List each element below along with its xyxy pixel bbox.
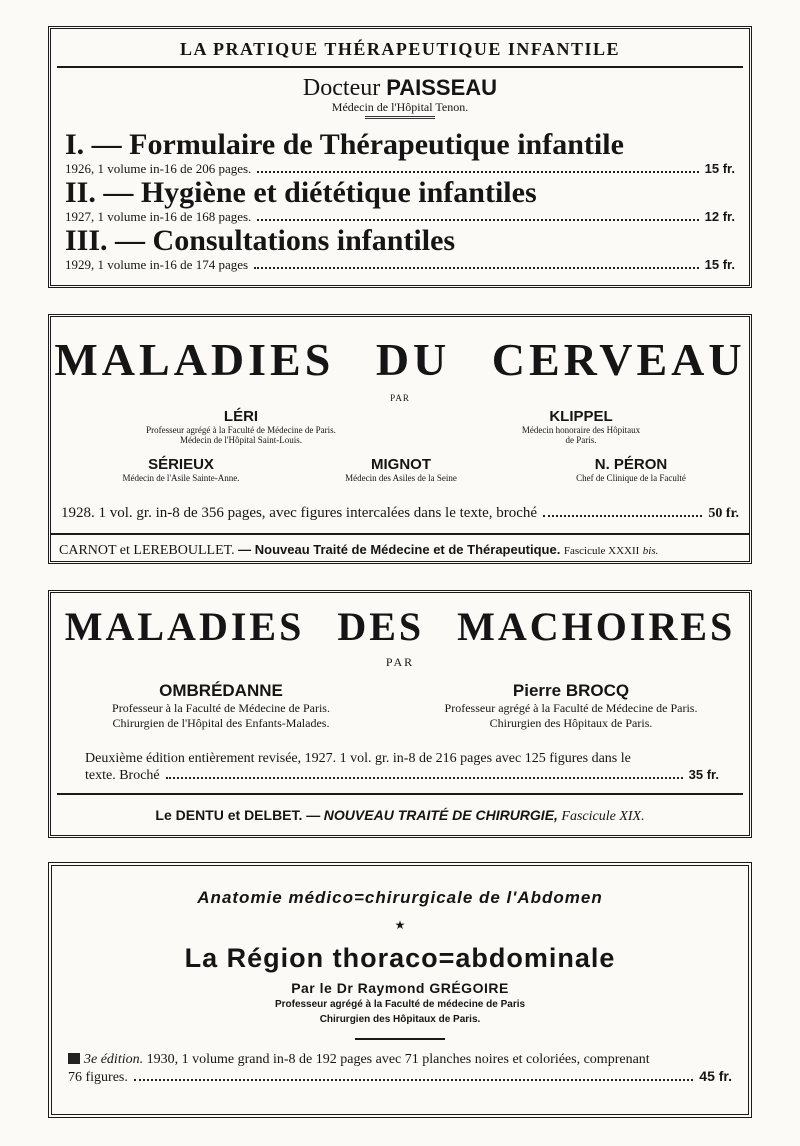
edition-text: 1930, 1 volume grand in-8 de 192 pages avec 71 planches noires et coloriées, comprenant — [146, 1052, 650, 1067]
volume-details — [65, 209, 735, 225]
author-affiliation: Professeur agrégé à la Faculté de Médecine de Paris. — [444, 701, 698, 715]
author-block — [71, 681, 371, 731]
series-title: NOUVEAU TRAITÉ DE CHIRURGIE, — [323, 807, 558, 823]
series-bis: bis. — [642, 545, 659, 557]
ad-title: LA PRATIQUE THÉRAPEUTIQUE INFANTILE — [57, 39, 743, 68]
leader-dots — [254, 267, 699, 269]
price: 50 fr. — [708, 506, 739, 521]
author-byline: Par le Dr Raymond GRÉGOIRE — [291, 980, 509, 996]
author-affiliation: Professeur agrégé à la Faculté de Médecine de Paris. — [146, 425, 336, 435]
edition-text: texte. Broché — [85, 768, 160, 783]
maladies-cerveau-ad — [48, 314, 752, 564]
edition-line — [61, 505, 739, 522]
pratique-therapeutique-ad — [48, 26, 752, 288]
volume-price: 12 fr. — [704, 209, 735, 224]
author-affiliation: Chirurgien des Hôpitaux de Paris. — [319, 1014, 481, 1025]
author-name: OMBRÉDANNE — [159, 681, 283, 700]
author-line — [51, 76, 749, 100]
edition-price-line — [85, 767, 719, 784]
author-affiliation: Professeur agrégé à la Faculté de médecine de Paris — [274, 999, 526, 1010]
edition-label: 3e édition. — [84, 1052, 144, 1067]
series-line — [57, 793, 743, 825]
doctor-role: Médecin de l'Hôpital Tenon. — [331, 100, 469, 114]
volume-price: 15 fr. — [704, 161, 735, 176]
volume-desc: 1929, 1 volume in-16 de 174 pages — [65, 257, 249, 272]
volume-desc: 1927, 1 volume in-16 de 168 pages. — [65, 209, 252, 224]
divider-rule — [355, 1038, 445, 1040]
volume-desc: 1926, 1 volume in-16 de 206 pages. — [65, 161, 252, 176]
author-name: Pierre BROCQ — [512, 681, 630, 700]
author-affiliation: Médecin des Asiles de la Seine — [345, 473, 457, 483]
author-affiliation: Chirurgien des Hôpitaux de Paris. — [489, 716, 653, 730]
author-affiliation: Chirurgien de l'Hôpital des Enfants-Malades. — [112, 716, 330, 730]
author-block — [91, 457, 271, 483]
series-authors: CARNOT et LEREBOULLET. — [59, 543, 235, 558]
maladies-machoires-ad — [48, 590, 752, 838]
edition-price-line — [68, 1068, 732, 1086]
leader-dots — [166, 777, 683, 779]
author-name: MIGNOT — [371, 456, 431, 473]
star-icon: ★ — [394, 918, 406, 932]
edition-text: Deuxième édition entièrement revisée, 1927. 1 vol. gr. in-8 de 216 pages avec 125 figures dans le — [85, 751, 631, 766]
edition-text: 1928. 1 vol. gr. in-8 de 356 pages, avec figures intercalées dans le texte, broché — [61, 505, 538, 521]
author-block — [301, 457, 501, 483]
volume-title: I. — Formulaire de Thérapeutique infantile — [65, 128, 624, 161]
region-thoraco-abdominale-ad — [48, 862, 752, 1118]
leader-dots — [257, 219, 698, 221]
series-fascicle: Fascicule XXXII — [563, 545, 640, 557]
author-block — [411, 681, 731, 731]
leader-dots — [543, 515, 702, 517]
series-authors: Le DENTU et DELBET. — — [155, 807, 321, 823]
edition-text: 76 figures. — [68, 1070, 128, 1085]
volume-details — [65, 161, 735, 177]
book-icon — [68, 1053, 80, 1064]
series-line — [51, 533, 749, 559]
author-block — [521, 457, 741, 483]
volume-details — [65, 257, 735, 273]
author-name: LÉRI — [223, 408, 259, 425]
author-name: N. PÉRON — [594, 456, 668, 473]
author-affiliation: Professeur à la Faculté de Médecine de Paris. — [112, 701, 330, 715]
author-name: KLIPPEL — [549, 408, 613, 425]
ad-title: MALADIES DES MACHOIRES — [64, 604, 736, 649]
price: 35 fr. — [688, 767, 719, 782]
leader-dots — [134, 1079, 693, 1081]
author-affiliation: Médecin honoraire des Hôpitaux — [521, 425, 641, 435]
volume-title: II. — Hygiène et diététique infantiles — [65, 176, 537, 209]
doctor-name: PAISSEAU — [386, 75, 498, 100]
author-name: SÉRIEUX — [148, 456, 214, 473]
par-label: PAR — [385, 655, 415, 669]
edition-block — [85, 751, 719, 784]
author-block — [471, 409, 691, 445]
author-affiliation: Médecin de l'Hôpital Saint-Louis. — [179, 435, 303, 445]
edition-block — [68, 1052, 732, 1086]
volume-price: 15 fr. — [704, 257, 735, 272]
author-block — [111, 409, 371, 445]
price: 45 fr. — [699, 1068, 732, 1084]
ornament-divider — [365, 116, 435, 119]
volume-title: III. — Consultations infantiles — [65, 224, 456, 257]
author-affiliation: Médecin de l'Asile Sainte-Anne. — [122, 473, 240, 483]
author-affiliation: Chef de Clinique de la Faculté — [576, 473, 686, 483]
series-fascicle: Fascicule XIX. — [561, 809, 645, 824]
leader-dots — [257, 171, 698, 173]
edition-first-line — [68, 1052, 732, 1068]
series-title: — Nouveau Traité de Médecine et de Thérapeutique. — [238, 542, 561, 557]
par-label: PAR — [390, 393, 410, 403]
supertitle: Anatomie médico=chirurgicale de l'Abdomen — [197, 888, 603, 907]
author-affiliation: de Paris. — [565, 435, 597, 445]
ad-title: La Région thoraco=abdominale — [184, 943, 616, 973]
doctor-prefix: Docteur — [302, 75, 381, 101]
ad-title: MALADIES DU CERVEAU — [54, 334, 746, 385]
